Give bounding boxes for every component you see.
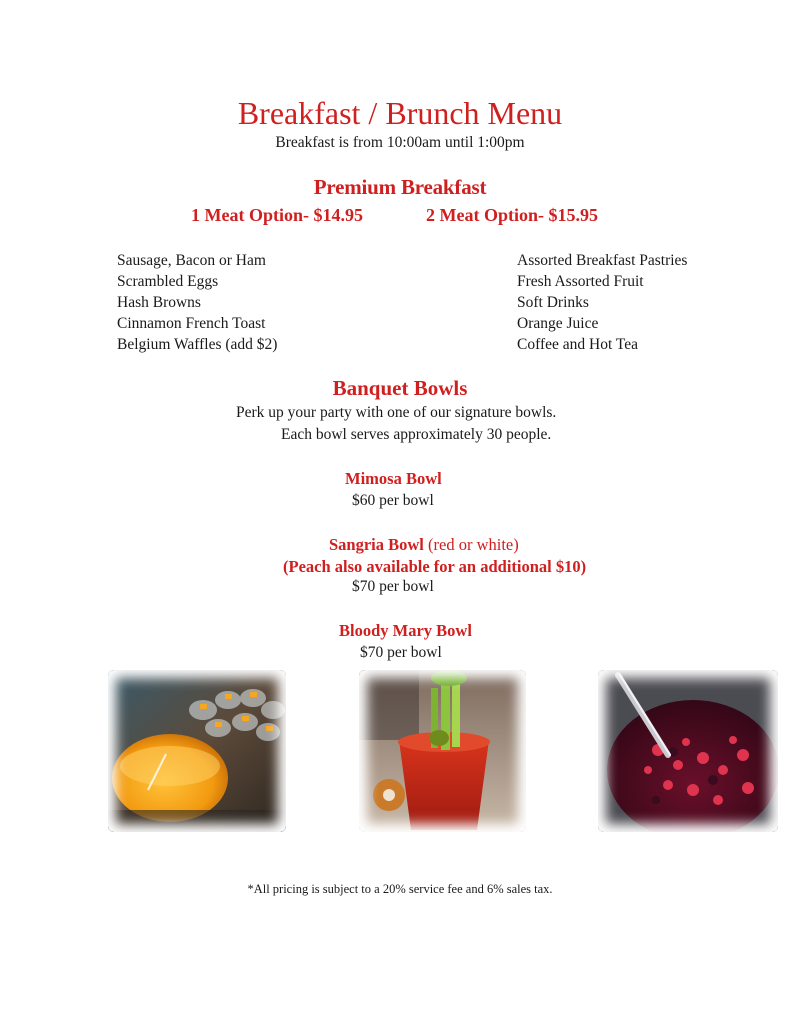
list-item: Hash Browns [117,294,201,311]
list-item: Coffee and Hot Tea [517,336,639,353]
sangria-bowl-photo [598,670,778,832]
list-item: Cinnamon French Toast [117,315,266,332]
premium-items-right [517,250,687,355]
mimosa-bowl-name: Mimosa Bowl [345,469,442,488]
mimosa-bowl-photo [108,670,286,832]
mimosa-bowl-price: $60 per bowl [352,492,434,509]
list-item: Belgium Waffles (add $2) [117,336,278,353]
banquet-intro-line-2: Each bowl serves approximately 30 people. [281,426,552,443]
option-two-meat: 2 Meat Option- $15.95 [426,205,598,225]
list-item: Orange Juice [517,315,599,332]
premium-heading: Premium Breakfast [313,175,487,199]
sangria-bowl-note: (red or white) [428,535,519,554]
hours-text: Breakfast is from 10:00am until 1:00pm [275,134,525,151]
banquet-intro-line-1: Perk up your party with one of our signature bowls. [236,404,557,421]
bloody-mary-bowl-price: $70 per bowl [360,644,442,661]
sangria-bowl-price: $70 per bowl [352,578,434,595]
page-title: Breakfast / Brunch Menu [237,95,563,131]
list-item: Soft Drinks [517,294,589,311]
sangria-peach-note: (Peach also available for an additional $10) [283,557,587,576]
bloody-mary-bowl-name: Bloody Mary Bowl [339,621,472,640]
sangria-bowl-name: Sangria Bowl [329,535,424,554]
sangria-bowl-name-line [329,535,519,555]
bloody-mary-photo [359,670,526,832]
list-item: Sausage, Bacon or Ham [117,252,266,269]
list-item: Fresh Assorted Fruit [517,273,644,290]
banquet-heading: Banquet Bowls [332,376,468,400]
premium-items-left [117,250,277,355]
list-item: Scrambled Eggs [117,273,219,290]
option-one-meat: 1 Meat Option- $14.95 [191,205,363,225]
list-item: Assorted Breakfast Pastries [517,252,688,269]
pricing-footnote: *All pricing is subject to a 20% service fee and 6% sales tax. [247,882,553,896]
